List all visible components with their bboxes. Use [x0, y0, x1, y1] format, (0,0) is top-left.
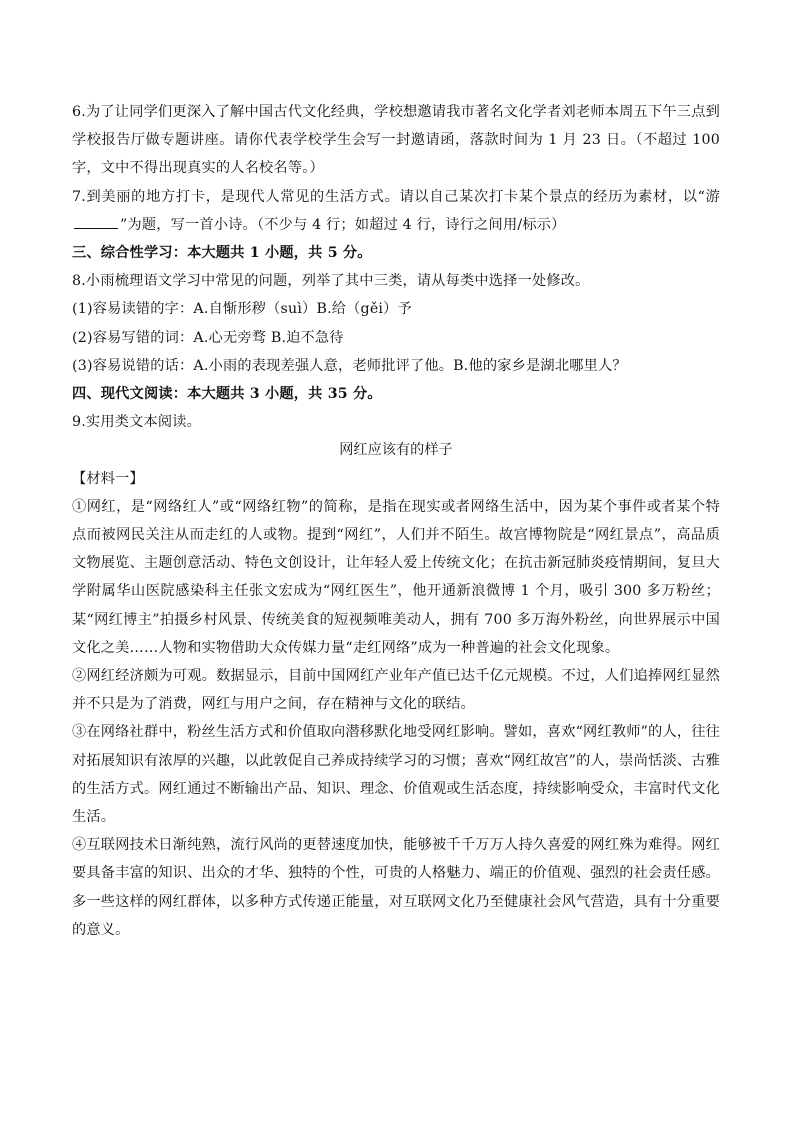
section-3-heading: 三、综合性学习：本大题共 1 小题，共 5 分。 — [72, 245, 372, 262]
question-7-text-before: 7.到美丽的地方打卡，是现代人常见的生活方式。请以自己某次打卡某个景点的经历为素材，以“游 — [72, 188, 720, 205]
material-label: 【材料一】 — [72, 470, 144, 487]
article-paragraph-3: ③在网络社群中，粉丝生活方式和价值取向潜移默化地受网红影响。譬如，喜欢“网红教师”的人，往往对拓展知识有浓厚的兴趣，以此敦促自己养成持续学习的习惯；喜欢“网红故宫”的人，崇尚恬淡、古雅的生活方式。网红通过不断输出产品、知识、理念、价值观或生活态度，持续影响受众，丰富时代文化生活。 — [72, 724, 720, 826]
article-paragraph-4: ④互联网技术日渐纯熟，流行风尚的更替速度加快，能够被千千万万人持久喜爱的网红殊为难得。网红要具备丰富的知识、出众的才华、独特的个性，可贵的人格魅力、端正的价值观、强烈的社会责任感。多一些这样的网红群体，以多种方式传递正能量，对互联网文化乃至健康社会风气营造，具有十分重要的意义。 — [72, 837, 720, 938]
question-6: 6.为了让同学们更深入了解中国古代文化经典，学校想邀请我市著名文化学者刘老师本周五下午三点到学校报告厅做专题讲座。请你代表学校学生会写一封邀请函，落款时间为 1 月 23 日。（不超过 100 字，文中不得出现真实的人名校名等。） — [72, 104, 720, 177]
question-9-intro: 9.实用类文本阅读。 — [72, 414, 202, 431]
question-7-text-after: ”为题，写一首小诗。（不少与 4 行；如超过 4 行，诗行之间用/标示） — [120, 216, 566, 233]
article-paragraph-2: ②网红经济颇为可观。数据显示，目前中国网红产业年产值已达千亿元规模。不过，人们追捧网红显然并不只是为了消费，网红与用户之间，存在精神与文化的联结。 — [72, 668, 720, 713]
article-title: 网红应该有的样子 — [339, 442, 453, 459]
fill-blank — [74, 214, 118, 229]
question-7 — [72, 183, 720, 239]
question-8-item-2: (2)容易写错的词：A.心无旁骛 B.迫不急待 — [72, 329, 344, 346]
question-8-item-3: (3)容易说错的话：A.小雨的表现差强人意，老师批评了他。B.他的家乡是湖北哪里人？ — [72, 357, 627, 374]
section-4-heading: 四、现代文阅读：本大题共 3 小题，共 35 分。 — [72, 386, 382, 403]
question-8-intro: 8.小雨梳理语文学习中常见的问题，列举了其中三类，请从每类中选择一处修改。 — [72, 273, 590, 290]
article-paragraph-1: ①网红，是“网络红人”或“网络红物”的简称，是指在现实或者网络生活中，因为某个事件或者某个特点而被网民关注从而走红的人或物。提到“网红”，人们并不陌生。故宫博物院是“网红景点”，高品质文物展览、主题创意活动、特色文创设计，让年轻人爱上传统文化；在抗击新冠肺炎疫情期间，复旦大学附属华山医院感染科主任张文宏成为“网红医生”，他开通新浪微博 1 个月，吸引 300 多万粉丝；某“网红博主”拍摄乡村风景、传统美食的短视频唯美动人，拥有 700 多万海外粉丝，向世界展示中国文化之美……人物和实物借助大众传媒力量“走红网络”成为一种普遍的社会文化现象。 — [72, 498, 720, 656]
question-8-item-1: (1)容易读错的字：A.自惭形秽（suì）B.给（gěi）予 — [72, 301, 412, 318]
